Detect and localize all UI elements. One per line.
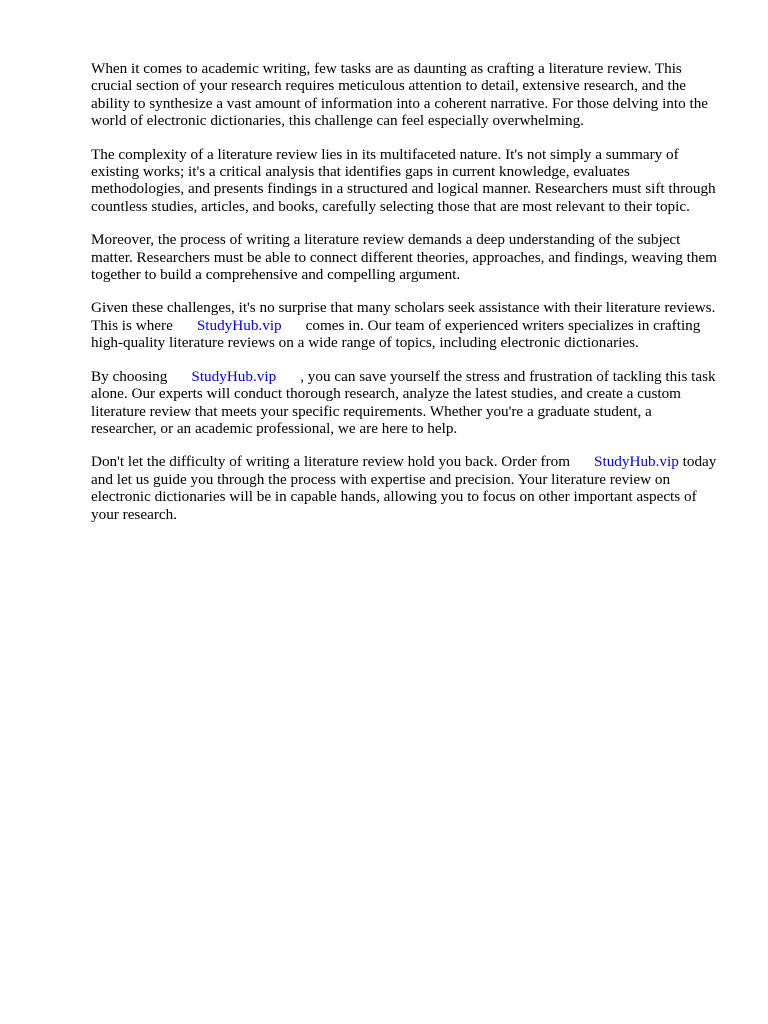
studyhub-link[interactable]: StudyHub.vip bbox=[191, 367, 277, 385]
paragraph-challenges bbox=[91, 299, 721, 351]
document-body bbox=[91, 60, 721, 539]
paragraph-text: , you can save yourself the stress and frustration of tackling this task alone. Our experts will conduct thorough research, analyze the latest studies, and create a custom literature review that meets your specific requirements. Whether you're a graduate student, a researcher, or an academic professional, we are here to help. bbox=[91, 367, 716, 437]
paragraph-text: today and let us guide you through the process with expertise and precision. Your literature review on electronic dictionaries will be in capable hands, allowing you to focus on other important aspects of your research. bbox=[91, 453, 717, 523]
paragraph-intro: When it comes to academic writing, few tasks are as daunting as crafting a literature review. This crucial section of your research requires meticulous attention to detail, extensive research, and the ability to synthesize a vast amount of information into a coherent narrative. For those delving into the world of electronic dictionaries, this challenge can feel especially overwhelming. bbox=[91, 60, 709, 130]
paragraph-text: comes in. Our team of experienced writers specializes in crafting high-quality literature reviews on a wide range of topics, including electronic dictionaries. bbox=[91, 316, 701, 352]
studyhub-link[interactable]: StudyHub.vip bbox=[196, 316, 282, 334]
paragraph-choosing bbox=[91, 368, 721, 438]
paragraph-order bbox=[91, 453, 721, 523]
paragraph-text: By choosing bbox=[91, 367, 168, 385]
paragraph-text: Don't let the difficulty of writing a literature review hold you back. Order from bbox=[91, 453, 571, 471]
paragraph-text: Given these challenges, it's no surprise that many scholars seek assistance with their literature reviews. This is where bbox=[91, 299, 716, 334]
studyhub-link[interactable]: StudyHub.vip bbox=[594, 453, 679, 471]
paragraph-understanding: Moreover, the process of writing a literature review demands a deep understanding of the subject matter. Researchers must be able to connect different theories, approaches, and findings, weaving them together to build a comprehensive and compelling argument. bbox=[91, 231, 717, 284]
paragraph-complexity: The complexity of a literature review lies in its multifaceted nature. It's not simply a summary of existing works; it's a critical analysis that identifies gaps in current knowledge, evaluates methodologies, and presents findings in a structured and logical manner. Researchers must sift through countless studies, articles, and books, carefully selecting those that are most relevant to their topic. bbox=[91, 145, 716, 215]
